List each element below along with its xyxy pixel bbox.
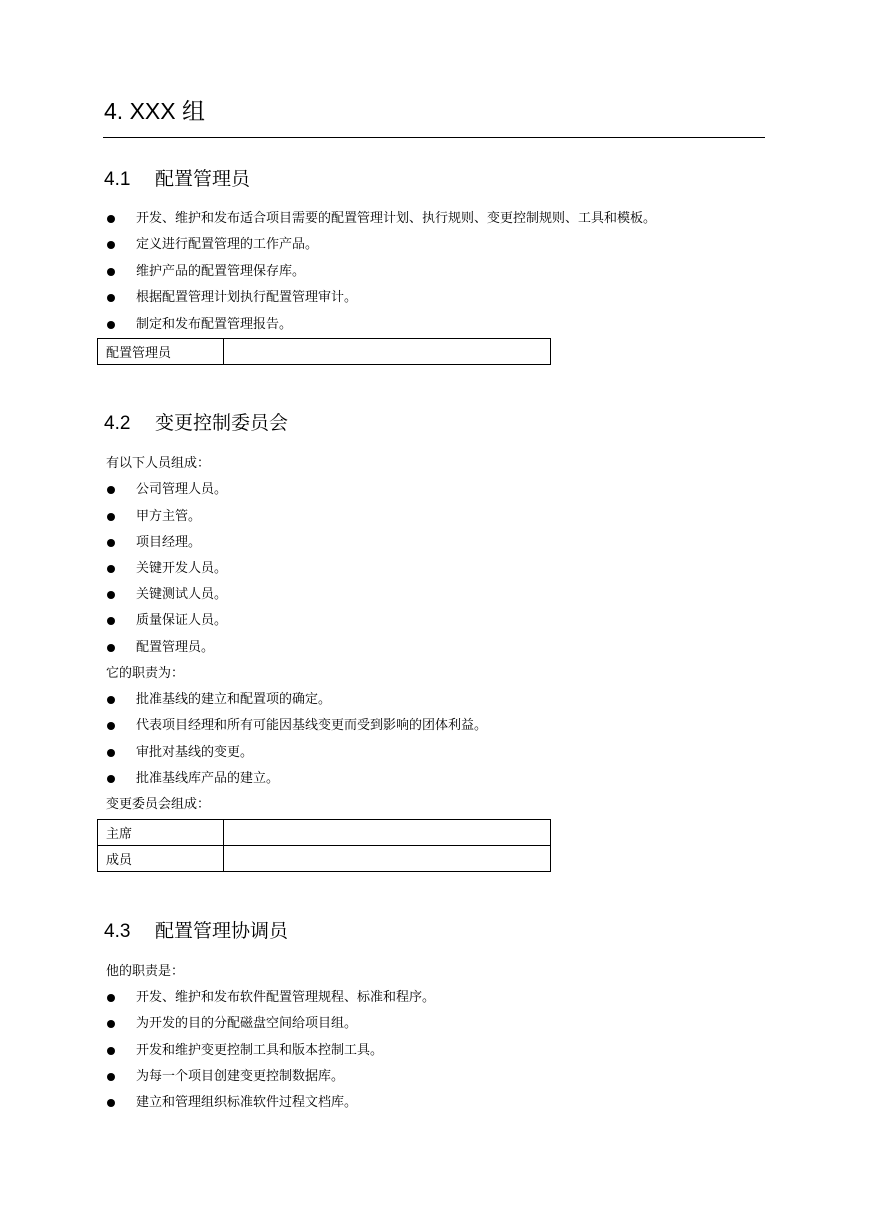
section-title: 变更控制委员会 — [155, 412, 289, 434]
bullet-icon — [107, 486, 115, 494]
role-label: 主席 — [98, 820, 224, 846]
bullet-icon — [107, 617, 115, 625]
section-number: 4.3 — [104, 921, 131, 942]
duties-intro: 他的职责是： — [106, 964, 185, 979]
role-label: 成员 — [98, 846, 224, 872]
role-table — [97, 338, 551, 365]
table-row — [98, 339, 551, 365]
bullet-icon — [107, 294, 115, 302]
section-title: 配置管理协调员 — [155, 920, 289, 942]
committee-table — [97, 819, 551, 872]
bullet-icon — [107, 775, 115, 783]
section-title: 配置管理员 — [155, 168, 251, 190]
bullet-icon — [107, 591, 115, 599]
heading-rule — [103, 137, 765, 138]
role-value — [224, 820, 551, 846]
bullet-icon — [107, 241, 115, 249]
bullet-icon — [107, 722, 115, 730]
bullet-icon — [107, 539, 115, 547]
committee-intro: 变更委员会组成： — [106, 797, 211, 812]
bullet-icon — [107, 1047, 115, 1055]
section-heading-4-2 — [104, 410, 288, 436]
bullet-icon — [107, 268, 115, 276]
bullet-icon — [107, 1020, 115, 1028]
bullet-icon — [107, 994, 115, 1002]
role-value — [224, 846, 551, 872]
bullet-icon — [107, 321, 115, 329]
section-number: 4.1 — [104, 169, 131, 190]
bullet-icon — [107, 215, 115, 223]
role-value — [224, 339, 551, 365]
bullet-icon — [107, 644, 115, 652]
members-intro: 有以下人员组成： — [106, 456, 211, 471]
bullet-icon — [107, 749, 115, 757]
section-heading-4-3 — [104, 918, 288, 944]
bullet-icon — [107, 513, 115, 521]
bullet-icon — [107, 1099, 115, 1107]
chapter-heading: 4. XXX 组 — [104, 98, 205, 124]
duties-intro: 它的职责为： — [106, 666, 185, 681]
table-row — [98, 846, 551, 872]
table-row — [98, 820, 551, 846]
bullet-icon — [107, 696, 115, 704]
role-label: 配置管理员 — [98, 339, 224, 365]
section-heading-4-1 — [104, 166, 250, 192]
bullet-icon — [107, 1073, 115, 1081]
bullet-icon — [107, 565, 115, 573]
section-number: 4.2 — [104, 413, 131, 434]
